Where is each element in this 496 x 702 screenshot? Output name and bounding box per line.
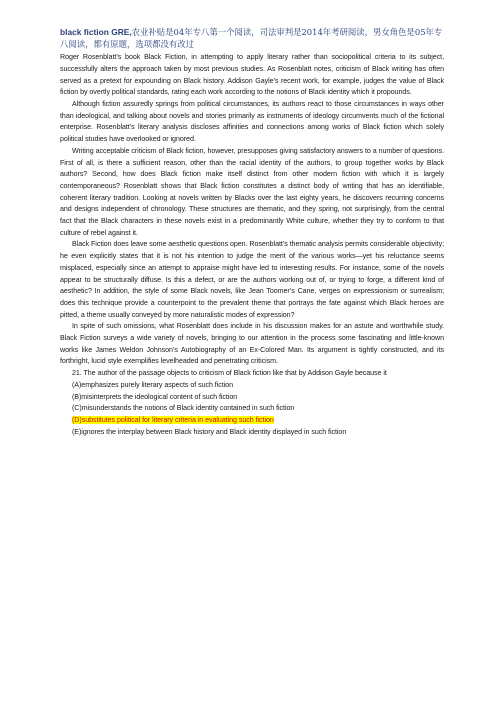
answer-option-a bbox=[60, 380, 444, 392]
answer-option-b-text: (B)misinterprets the ideological content of such fiction bbox=[72, 392, 238, 401]
answer-option-d bbox=[60, 415, 444, 427]
passage-paragraph-1: Roger Rosenblatt’s book Black Fiction, in attempting to apply literary rather than sociopolitical criteria to its subject, successfully alters the approach taken by most previous studies. As Rosenblatt notes, criticism of Black writing has often served as a pretext for expounding on Black history. Addison Gayle’s recent work, for example, judges the value of Black fiction by overtly political standards, rating each work according to the notions of Black identity which it propounds. bbox=[60, 53, 444, 97]
passage-paragraph-3: Writing acceptable criticism of Black fiction, however, presupposes giving satisfactory answers to a number of questions. First of all, is there a sufficient reason, other than the racial identity of the authors, to group together works by Black authors? Second, how does Black fiction make itself distinct from other modern fiction with which it is largely contemporaneous? Rosenblatt shows that Black fiction constitutes a distinct body of writing that has an identifiable, coherent literary tradition. Looking at novels written by Blacks over the last eighty years, he discovers recurring concerns and designs independent of chronology. These structures are thematic, and they spring, not surprisingly, from the central fact that the Black characters in these novels exist in a predominantly White culture, whether they try to conform to that culture of rebel against it. bbox=[60, 146, 444, 237]
answer-option-e bbox=[60, 427, 444, 439]
title-bold: black fiction GRE, bbox=[60, 27, 132, 37]
answer-option-d-text: (D)substitutes political for literary criteria in evaluating such fiction bbox=[72, 415, 274, 424]
title-rest: 农业补贴是04年专八第一个阅读，司法审判是2014年考研阅读，男女角色是05年专八阅读，都有原题，选项都没有改过 bbox=[60, 27, 443, 49]
answer-option-c-text: (C)misunderstands the notions of Black identity contained in such fiction bbox=[72, 404, 295, 413]
answer-option-b bbox=[60, 392, 444, 404]
question-stem: 21. The author of the passage objects to criticism of Black fiction like that by Addison Gayle because it bbox=[72, 369, 387, 378]
answer-option-a-text: (A)emphasizes purely literary aspects of such fiction bbox=[72, 380, 233, 389]
passage-paragraph-2: Although fiction assuredly springs from political circumstances, its authors react to those circumstances in ways other than ideological, and talking about novels and stories primarily as instruments of ideology circumvents much of the fictional enterprise. Rosenblatt’s literary analysis discloses affinities and connections among works of Black fiction which solely political studies have overlooked or ignored. bbox=[60, 100, 444, 144]
answer-option-e-text: (E)ignores the interplay between Black history and Black identity displayed in such fiction bbox=[72, 427, 347, 436]
document-title bbox=[60, 27, 444, 50]
passage-paragraph-4: Black Fiction does leave some aesthetic questions open. Rosenblatt’s thematic analysis permits considerable objectivity; he even explicitly states that it is not his intention to judge the merit of the various works—yet his reluctance seems misplaced, especially since an attempt to appraise might have led to interesting results. For instance, some of the novels appear to be structurally diffuse. Is this a defect, or are the authors working out of, or trying to forge, a different kind of aesthetic? In addition, the style of some Black novels, like Jean Toomer’s Cane, verges on expressionism or surrealism; does this technique provide a counterpoint to the prevalent theme that portrays the fate against which Black heroes are pitted, a theme usually conveyed by more naturalistic modes of expression? bbox=[60, 240, 445, 319]
passage-paragraph-5: In spite of such omissions, what Rosenblatt does include in his discussion makes for an astute and worthwhile study. Black Fiction surveys a wide variety of novels, bringing to our attention in the process some fascinating and little-known works like James Weldon Johnson’s Autobiography of an Ex-Colored Man. Its argument is tightly constructed, and its forthright, lucid style exemplifies levelheaded and penetrating criticism. bbox=[60, 322, 444, 366]
answer-option-c bbox=[60, 403, 444, 415]
